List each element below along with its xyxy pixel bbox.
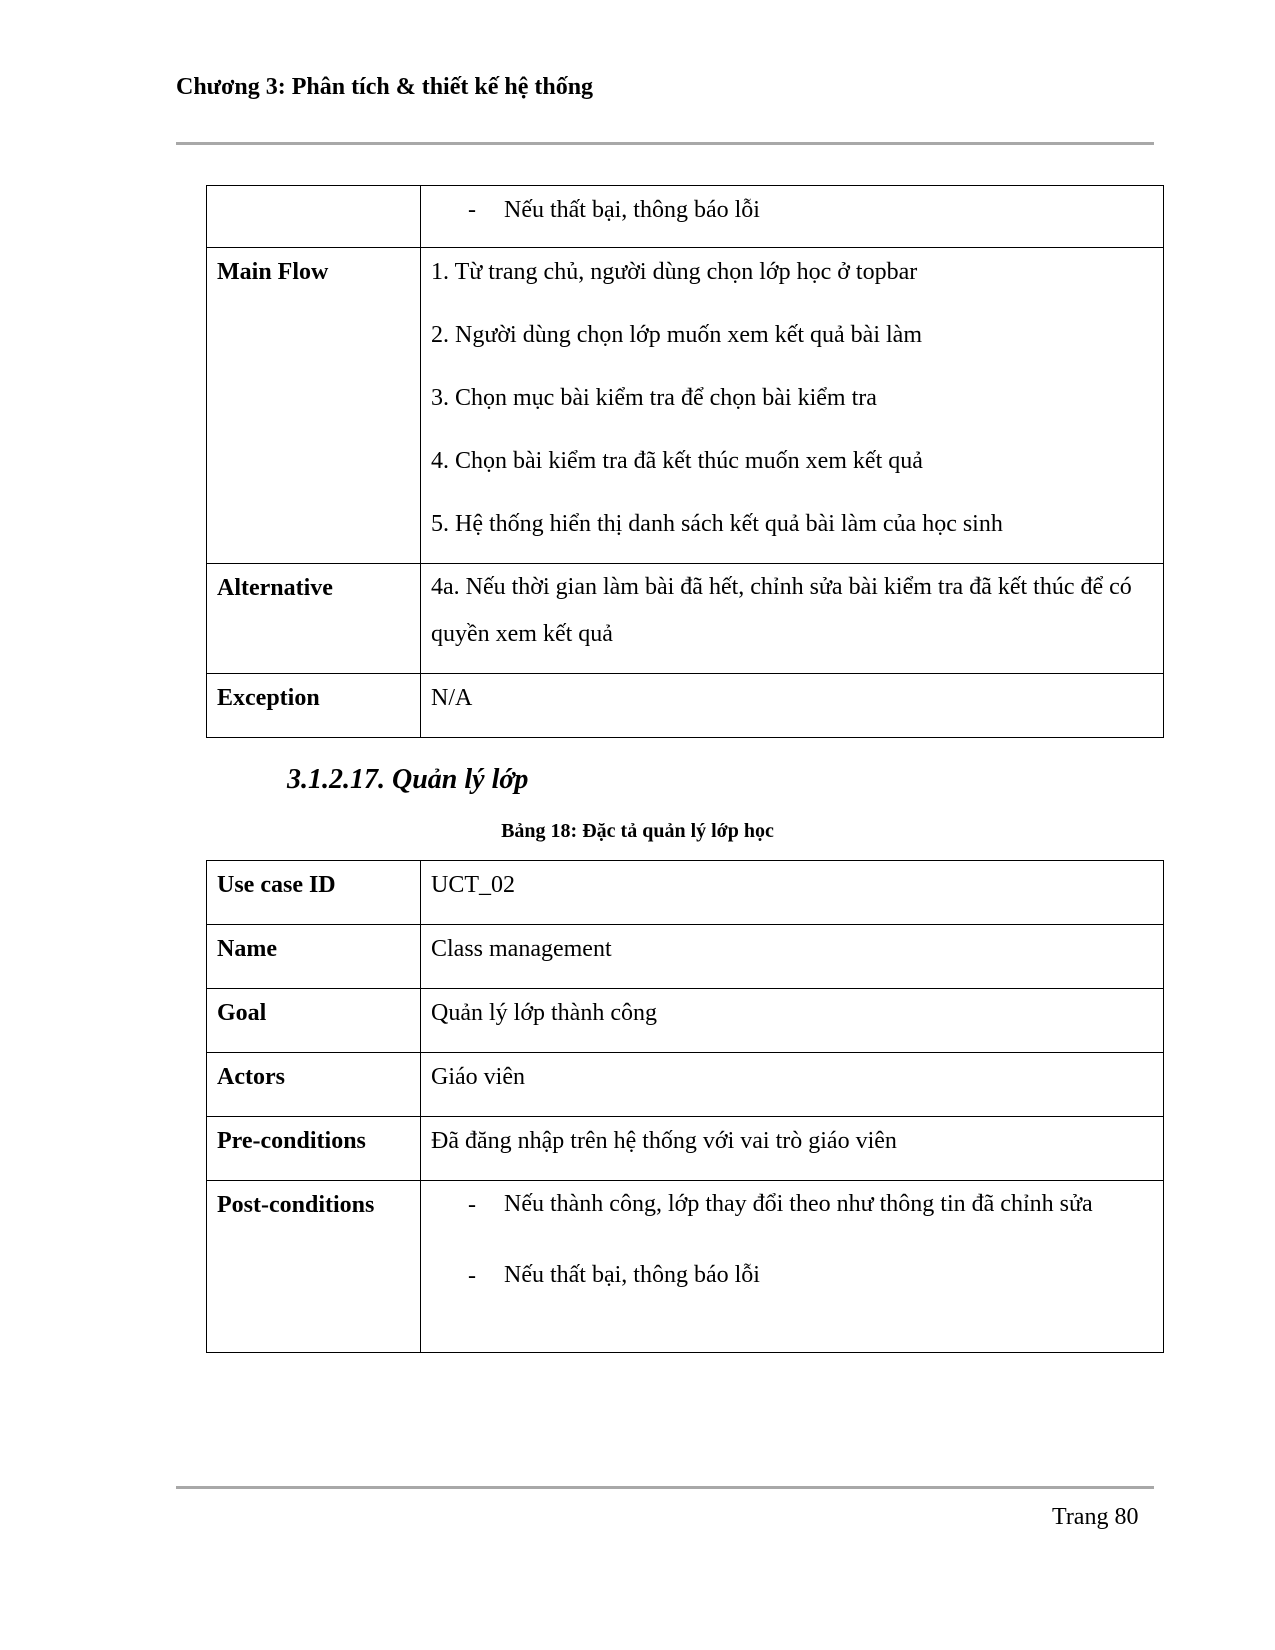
row-value: Class management <box>421 925 1164 989</box>
list-item <box>431 196 1153 224</box>
alternative-text: 4a. Nếu thời gian làm bài đã hết, chỉnh sửa bài kiểm tra đã kết thúc để có quyền xem kết quả <box>431 574 1132 647</box>
dash-bullet: - <box>468 1263 476 1289</box>
row-value: Đã đăng nhập trên hệ thống với vai trò giáo viên <box>421 1117 1164 1181</box>
table-row <box>207 1181 1164 1353</box>
main-flow-step: 2. Người dùng chọn lớp muốn xem kết quả bài làm <box>431 322 922 348</box>
row-label: Pre-conditions <box>207 1117 421 1181</box>
list-item <box>431 1262 1153 1299</box>
row-label: Actors <box>207 1053 421 1117</box>
table-row <box>207 1117 1164 1181</box>
row-label: Post-conditions <box>207 1181 421 1353</box>
list-item <box>431 1191 1153 1228</box>
table-caption: Bảng 18: Đặc tả quản lý lớp học <box>501 820 774 842</box>
dash-bullet: - <box>468 1192 476 1218</box>
dash-bullet: - <box>468 197 476 223</box>
table-row <box>207 925 1164 989</box>
row-label: Alternative <box>207 564 421 674</box>
row-value <box>421 248 1164 564</box>
row-label <box>207 186 421 248</box>
footer-divider <box>176 1486 1154 1489</box>
section-heading: 3.1.2.17. Quản lý lớp <box>287 764 529 795</box>
table-row <box>207 674 1164 738</box>
main-flow-step: 1. Từ trang chủ, người dùng chọn lớp học ở topbar <box>431 259 918 285</box>
row-label: Name <box>207 925 421 989</box>
row-label: Use case ID <box>207 861 421 925</box>
table-row <box>207 989 1164 1053</box>
row-label: Main Flow <box>207 248 421 564</box>
list-item-text: Nếu thất bại, thông báo lỗi <box>504 1262 760 1288</box>
row-value <box>421 1181 1164 1353</box>
row-value <box>421 186 1164 248</box>
page-number: Trang 80 <box>1052 1504 1139 1530</box>
main-flow-step: 4. Chọn bài kiểm tra đã kết thúc muốn xem kết quả <box>431 448 923 474</box>
header-divider <box>176 142 1154 145</box>
table-row <box>207 248 1164 564</box>
list-item-text: Nếu thất bại, thông báo lỗi <box>504 197 760 223</box>
use-case-table-continued <box>206 185 1164 738</box>
table-row <box>207 861 1164 925</box>
table-row <box>207 564 1164 674</box>
row-label: Goal <box>207 989 421 1053</box>
row-value <box>421 564 1164 674</box>
row-value: Quản lý lớp thành công <box>421 989 1164 1053</box>
table-row <box>207 186 1164 248</box>
table-row <box>207 1053 1164 1117</box>
list-item-text: Nếu thành công, lớp thay đổi theo như thông tin đã chỉnh sửa <box>504 1191 1093 1217</box>
use-case-table <box>206 860 1164 1353</box>
row-value: Giáo viên <box>421 1053 1164 1117</box>
row-label: Exception <box>207 674 421 738</box>
main-flow-step: 5. Hệ thống hiển thị danh sách kết quả bài làm của học sinh <box>431 511 1003 537</box>
main-flow-step: 3. Chọn mục bài kiểm tra để chọn bài kiểm tra <box>431 385 877 411</box>
chapter-title: Chương 3: Phân tích & thiết kế hệ thống <box>176 74 594 100</box>
row-value: N/A <box>421 674 1164 738</box>
row-value: UCT_02 <box>421 861 1164 925</box>
